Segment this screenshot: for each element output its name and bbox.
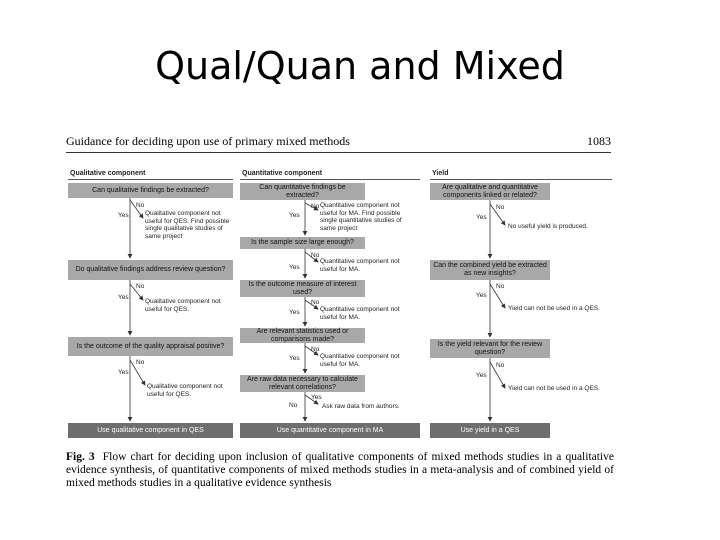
- yield-q2-no-label: No: [496, 283, 505, 290]
- qual-q2-no-label: No: [136, 283, 145, 290]
- page-number: 1083: [587, 134, 611, 148]
- yield-q3-yes-label: Yes: [476, 372, 487, 379]
- qual-q3-no-label: No: [136, 359, 145, 366]
- quan-q3-no-label: No: [311, 299, 320, 306]
- yield-q1-no-label: No: [496, 204, 505, 211]
- yield-q1-yes-label: Yes: [476, 214, 487, 221]
- slide-title: Qual/Quan and Mixed: [155, 44, 565, 88]
- qual-question-extract: Can qualitative findings be extracted?: [68, 183, 233, 198]
- figure-caption-text: Flow chart for deciding upon inclusion of qualitative components of mixed methods studies in a qualitative evidence synthesis, of quantitative components of mixed methods studies in a meta-analysis and of combined yield of mixed methods studies in a qualitative evidence synthesis: [66, 451, 614, 489]
- qual-question-appraisal: Is the outcome of the quality appraisal positive?: [68, 337, 233, 356]
- yield-q3-note: Yield can not be used in a QES.: [508, 385, 600, 392]
- quan-q2-note: Quantitative component not useful for MA.: [320, 258, 400, 273]
- qual-q3-yes-label: Yes: [118, 369, 129, 376]
- qual-q3-note: Qualitative component not useful for QES.: [147, 383, 223, 398]
- quan-q4-no-label: No: [311, 346, 320, 353]
- quan-question-sample: Is the sample size large enough?: [240, 237, 365, 249]
- yield-question-extract: Can the combined yield be extracted as new insights?: [430, 260, 550, 280]
- yield-question-linked: Are qualitative and quantitative components linked or related?: [430, 183, 550, 200]
- qual-q1-no-label: No: [136, 202, 145, 209]
- quan-result-use: Use quantitative component in MA: [240, 423, 420, 438]
- quan-q1-note: Quantitative component not useful for MA. Find possible single quantitative studies of same project: [320, 202, 402, 232]
- quan-q5-yes-label: Yes: [311, 394, 322, 401]
- quan-question-outcome: Is the outcome measure of interest used?: [240, 280, 365, 297]
- figure-number: Fig. 3: [66, 451, 95, 463]
- quan-question-statistics: Are relevant statistics used or comparisons made?: [240, 328, 365, 343]
- yield-q3-no-label: No: [496, 362, 505, 369]
- yield-question-relevant: Is the yield relevant for the review question?: [430, 339, 550, 358]
- quan-q2-yes-label: Yes: [289, 264, 300, 271]
- qual-q2-yes-label: Yes: [118, 294, 129, 301]
- quan-question-raw-data: Are raw data necessary to calculate relevant correlations?: [240, 375, 365, 392]
- figure-caption: [66, 451, 614, 490]
- yield-q1-note: No useful yield is produced.: [508, 223, 588, 230]
- page-header-title: Guidance for deciding upon use of primary mixed methods: [66, 134, 350, 148]
- quan-q3-yes-label: Yes: [289, 309, 300, 316]
- qualitative-heading: Qualitative component: [70, 170, 146, 177]
- quan-q4-yes-label: Yes: [289, 355, 300, 362]
- quan-q2-no-label: No: [311, 252, 320, 259]
- quantitative-heading: Quantitative component: [242, 170, 323, 177]
- qual-q1-note: Qualitative component not useful for QES. Find possible single qualitative studies of same project: [145, 210, 230, 240]
- quan-q5-no-label: No: [289, 402, 298, 409]
- qual-q2-note: Qualitative component not useful for QES.: [145, 298, 221, 313]
- yield-q2-yes-label: Yes: [476, 292, 487, 299]
- quan-q1-no-label: No: [311, 203, 320, 210]
- yield-q2-note: Yield can not be used in a QES.: [508, 305, 600, 312]
- quan-q3-note: Quantitative component not useful for MA.: [320, 306, 400, 321]
- quan-question-extract: Can quantitative findings be extracted?: [240, 183, 365, 200]
- qual-question-review: Do qualitative findings address review question?: [68, 260, 233, 280]
- qual-q1-yes-label: Yes: [118, 212, 129, 219]
- quan-q4-note: Quantitative component not useful for MA.: [320, 353, 400, 368]
- quan-q5-note: Ask raw data from authors.: [322, 403, 400, 410]
- yield-heading: Yield: [432, 170, 449, 177]
- quan-q1-yes-label: Yes: [289, 212, 300, 219]
- yield-result-use: Use yield in a QES: [430, 423, 550, 438]
- qual-result-use: Use qualitative component in QES: [68, 423, 233, 438]
